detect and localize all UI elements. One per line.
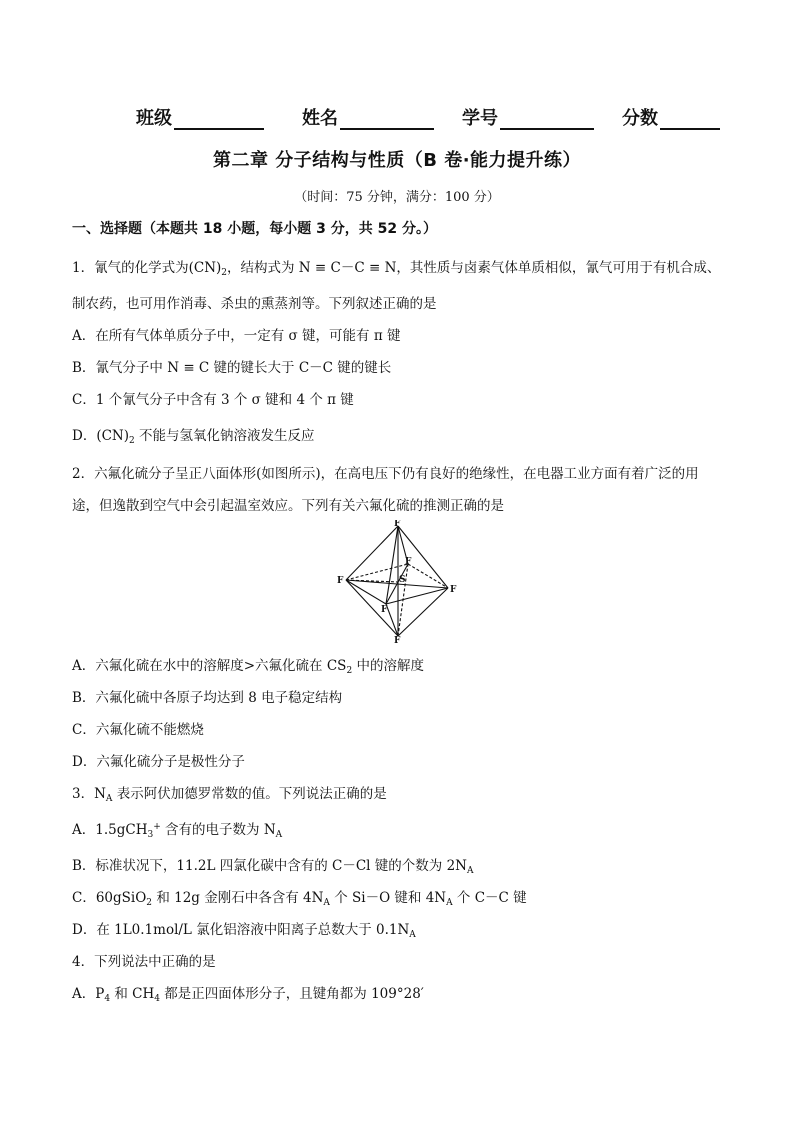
- q3-a-sub: 3: [147, 830, 154, 840]
- q1-option-a: A．在所有气体单质分子中，一定有 σ 键，可能有 π 键: [72, 328, 401, 344]
- q3-c-text: C．60gSiO: [72, 890, 147, 906]
- q4-a-text-2: 和 CH: [110, 986, 155, 1002]
- q4-stem: 4．下列说法中正确的是: [72, 954, 216, 970]
- q1-option-c: C．1 个氰气分子中含有 3 个 σ 键和 4 个 π 键: [72, 392, 354, 408]
- q1-stem-line1: [72, 256, 732, 278]
- page-title: 第二章 分子结构与性质（B 卷·能力提升练）: [212, 150, 582, 171]
- student-id-label: 学号: [462, 108, 498, 129]
- q1-text-2: ，结构式为 N ≡ C－C ≡ N，其性质与卤素气体单质相似，氰气可用于有机合成、: [227, 260, 721, 276]
- fluorine-label-bottom: F: [394, 636, 401, 644]
- student-id-blank[interactable]: [500, 110, 594, 130]
- sulfur-label: S: [399, 575, 406, 585]
- q3-a-sup: +: [153, 822, 161, 832]
- q3-b-text: B．标准状况下，11.2L 四氯化碳中含有的 C－Cl 键的个数为 2N: [72, 858, 467, 874]
- q2-stem-line1: 2．六氟化硫分子呈正八面体形(如图所示)，在高电压下仍有良好的绝缘性，在电器工业方面有着广泛的用: [72, 466, 699, 482]
- q1-stem-line2: 制农药，也可用作消毒、杀虫的熏蒸剂等。下列叙述正确的是: [72, 296, 437, 312]
- q3-c-sub-3: A: [446, 898, 453, 908]
- q4-option-a: [72, 982, 732, 1004]
- q3-d-sub: A: [409, 930, 416, 940]
- class-blank[interactable]: [174, 110, 264, 130]
- q1-formula: (CN): [188, 260, 222, 276]
- section-heading: 一、选择题（本题共 18 小题，每小题 3 分，共 52 分。）: [72, 221, 437, 237]
- q1-text: 1．氰气的化学式为: [72, 260, 189, 276]
- q3-c-sub: 2: [146, 898, 153, 908]
- fluorine-label-top: F: [394, 520, 401, 529]
- q3-b-sub: A: [467, 866, 474, 876]
- q2-a-sub: 2: [346, 666, 353, 676]
- name-field: [302, 104, 434, 130]
- q3-stem: [72, 782, 732, 804]
- q3-option-d: [72, 918, 732, 940]
- q4-a-text: A．P: [72, 986, 105, 1002]
- q3-c-text-4: 个 C－C 键: [452, 890, 527, 906]
- q4-a-sub-2: 4: [154, 994, 160, 1004]
- q3-option-a: [72, 818, 732, 840]
- q3-c-text-2: 和 12g 金刚石中各含有 4N: [152, 890, 324, 906]
- q2-option-d: D．六氟化硫分子是极性分子: [72, 754, 245, 770]
- q1-d-sub: 2: [129, 436, 135, 446]
- fluorine-label-left: F: [337, 576, 344, 586]
- score-field: [622, 104, 720, 130]
- q1-d-text: 不能与氢氧化钠溶液发生反应: [134, 428, 315, 444]
- score-blank[interactable]: [660, 110, 720, 130]
- q1-option-b: B．氰气分子中 N ≡ C 键的键长大于 C－C 键的键长: [72, 360, 392, 376]
- fluorine-label-back: F: [405, 557, 412, 567]
- sf6-octahedron-diagram: [336, 520, 460, 644]
- q2-option-b: B．六氟化硫中各原子均达到 8 电子稳定结构: [72, 690, 343, 706]
- student-info-row: [136, 104, 720, 130]
- class-label: 班级: [136, 108, 172, 129]
- q3-text: 3．N: [72, 786, 106, 802]
- fluorine-label-front: F: [381, 605, 388, 615]
- q3-a-sub-2: A: [275, 830, 283, 840]
- name-label: 姓名: [302, 108, 338, 129]
- q3-sub: A: [105, 794, 113, 804]
- score-label: 分数: [622, 108, 658, 129]
- fluorine-label-right: F: [450, 585, 457, 595]
- q3-c-sub-2: A: [323, 898, 330, 908]
- q3-text-2: 表示阿伏加德罗常数的值。下列说法正确的是: [112, 786, 387, 802]
- q4-a-text-3: 都是正四面体形分子，且键角都为 109°28′: [160, 986, 424, 1002]
- q2-a-text-2: 中的溶解度: [352, 658, 424, 674]
- student-id-field: [462, 104, 594, 130]
- q1-option-d: [72, 424, 732, 446]
- q3-option-b: [72, 854, 732, 876]
- q1-formula-sub: 2: [221, 268, 228, 278]
- q2-a-text: A．六氟化硫在水中的溶解度>六氟化硫在 CS: [72, 658, 347, 674]
- q3-a-text: A．1.5gCH: [72, 822, 148, 838]
- q2-stem-line2: 途，但逸散到空气中会引起温室效应。下列有关六氟化硫的推测正确的是: [72, 498, 504, 514]
- q1-d-formula: D．(CN): [72, 428, 129, 444]
- class-field: [136, 104, 264, 130]
- q3-d-text: D．在 1L0.1mol/L 氯化铝溶液中阳离子总数大于 0.1N: [72, 922, 410, 938]
- q2-option-c: C．六氟化硫不能燃烧: [72, 722, 204, 738]
- q3-option-c: [72, 886, 732, 908]
- name-blank[interactable]: [340, 110, 434, 130]
- q3-c-text-3: 个 Si－O 键和 4N: [329, 890, 447, 906]
- q3-a-text-2: 含有的电子数为 N: [160, 822, 276, 838]
- q2-option-a: [72, 654, 732, 676]
- q4-a-sub: 4: [104, 994, 111, 1004]
- exam-subtitle: （时间：75 分钟，满分：100 分）: [294, 190, 500, 205]
